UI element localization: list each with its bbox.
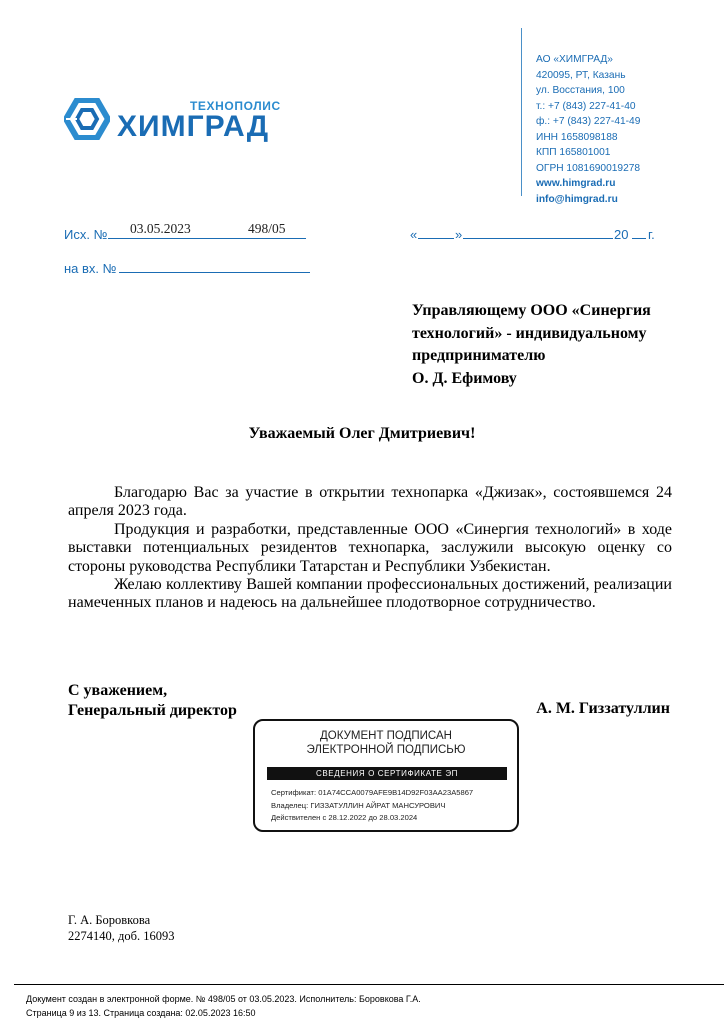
executor-phone: 2274140, доб. 16093 <box>68 929 175 943</box>
stamp-validity: Действителен с 28.12.2022 до 28.03.2024 <box>271 813 418 822</box>
outgoing-date: 03.05.2023 <box>130 221 191 236</box>
contact-line: info@himgrad.ru <box>536 193 618 205</box>
contact-line: т.: +7 (843) 227-41-40 <box>536 100 636 112</box>
stamp-title <box>255 729 517 757</box>
date-month-line <box>463 238 613 239</box>
outgoing-number: 498/05 <box>248 221 286 236</box>
contact-line: www.himgrad.ru <box>536 178 616 189</box>
signer-name: А. М. Гиззатуллин <box>536 700 670 717</box>
date-year-suffix: г. <box>648 227 655 242</box>
stamp-certificate-header: СВЕДЕНИЯ О СЕРТИФИКАТЕ ЭП <box>267 767 507 780</box>
contact-line: ф.: +7 (843) 227-41-49 <box>536 116 641 127</box>
footer-line: Страница 9 из 13. Страница создана: 02.05.2023 16:50 <box>26 1008 256 1018</box>
date-year-line <box>632 238 646 239</box>
addressee-block <box>412 300 702 390</box>
date-close-quote: » <box>455 227 463 242</box>
greeting: Уважаемый Олег Дмитриевич! <box>248 425 476 442</box>
contact-line: 420095, РТ, Казань <box>536 69 626 81</box>
executor-block <box>68 912 174 944</box>
stamp-title-line: ДОКУМЕНТ ПОДПИСАН <box>320 730 452 742</box>
body-paragraph: Желаю коллективу Вашей компании профессиональных достижений, реализации намеченных планов и надеюсь на дальнейшее плодотворное сотрудничество. <box>68 576 672 612</box>
contact-line: КПП 165801001 <box>536 147 611 158</box>
outgoing-number-label: Исх. № <box>64 227 108 242</box>
footer-line: Документ создан в электронной форме. № 498/05 от 03.05.2023. Исполнитель: Боровкова Г.А. <box>26 994 421 1004</box>
addressee-line: Управляющему ООО «Синергия <box>412 302 651 319</box>
addressee-line: предпринимателю <box>412 347 546 364</box>
executor-name: Г. А. Боровкова <box>68 913 151 927</box>
body-paragraph: Благодарю Вас за участие в открытии технопарка «Джизак», состоявшемся 24 апреля 2023 года. <box>68 484 672 520</box>
himgrad-logo-icon <box>64 98 110 140</box>
stamp-certificate-id: Сертификат: 01A74CCA0079AFE9B14D92F03AA23A5867 <box>271 788 474 797</box>
contact-line: ул. Восстания, 100 <box>536 85 625 96</box>
footer-divider <box>14 984 724 985</box>
body-paragraph: Продукция и разработки, представленные ООО «Синергия технологий» в ходе выставки потенциальных резидентов технопарка, заслужили высокую оценку со стороны руководства Республики Татарстан и Республики Узбекистан. <box>68 520 672 575</box>
signer-position: Генеральный директор <box>68 702 237 719</box>
date-year-prefix: 20 <box>614 227 629 242</box>
date-open-quote: « <box>410 227 418 242</box>
logo-subtitle: ТЕХНОПОЛИС <box>190 99 281 113</box>
closing-block <box>68 681 237 721</box>
contact-line: ИНН 1658098188 <box>536 131 618 143</box>
contact-line: АО «ХИМГРАД» <box>536 54 613 65</box>
incoming-number-label: на вх. № <box>64 261 117 276</box>
stamp-certificate-info <box>271 787 473 825</box>
closing-salutation: С уважением, <box>68 682 168 699</box>
outgoing-number-line <box>108 238 306 239</box>
company-contacts <box>536 52 640 207</box>
stamp-owner: Владелец: ГИЗЗАТУЛЛИН АЙРАТ МАНСУРОВИЧ <box>271 800 446 810</box>
stamp-title-line: ЭЛЕКТРОННОЙ ПОДПИСЬЮ <box>306 744 466 756</box>
addressee-line: О. Д. Ефимову <box>412 369 517 387</box>
incoming-number-line <box>119 272 310 273</box>
letter-body <box>68 484 672 613</box>
contact-line: ОГРН 1081690019278 <box>536 162 641 174</box>
e-signature-stamp <box>253 719 519 832</box>
addressee-line: технологий» - индивидуальному <box>412 324 647 342</box>
contacts-divider <box>521 28 522 196</box>
document-footer <box>26 992 421 1020</box>
logo-name: ХИМГРАД <box>117 110 270 143</box>
date-day-line <box>418 238 454 239</box>
